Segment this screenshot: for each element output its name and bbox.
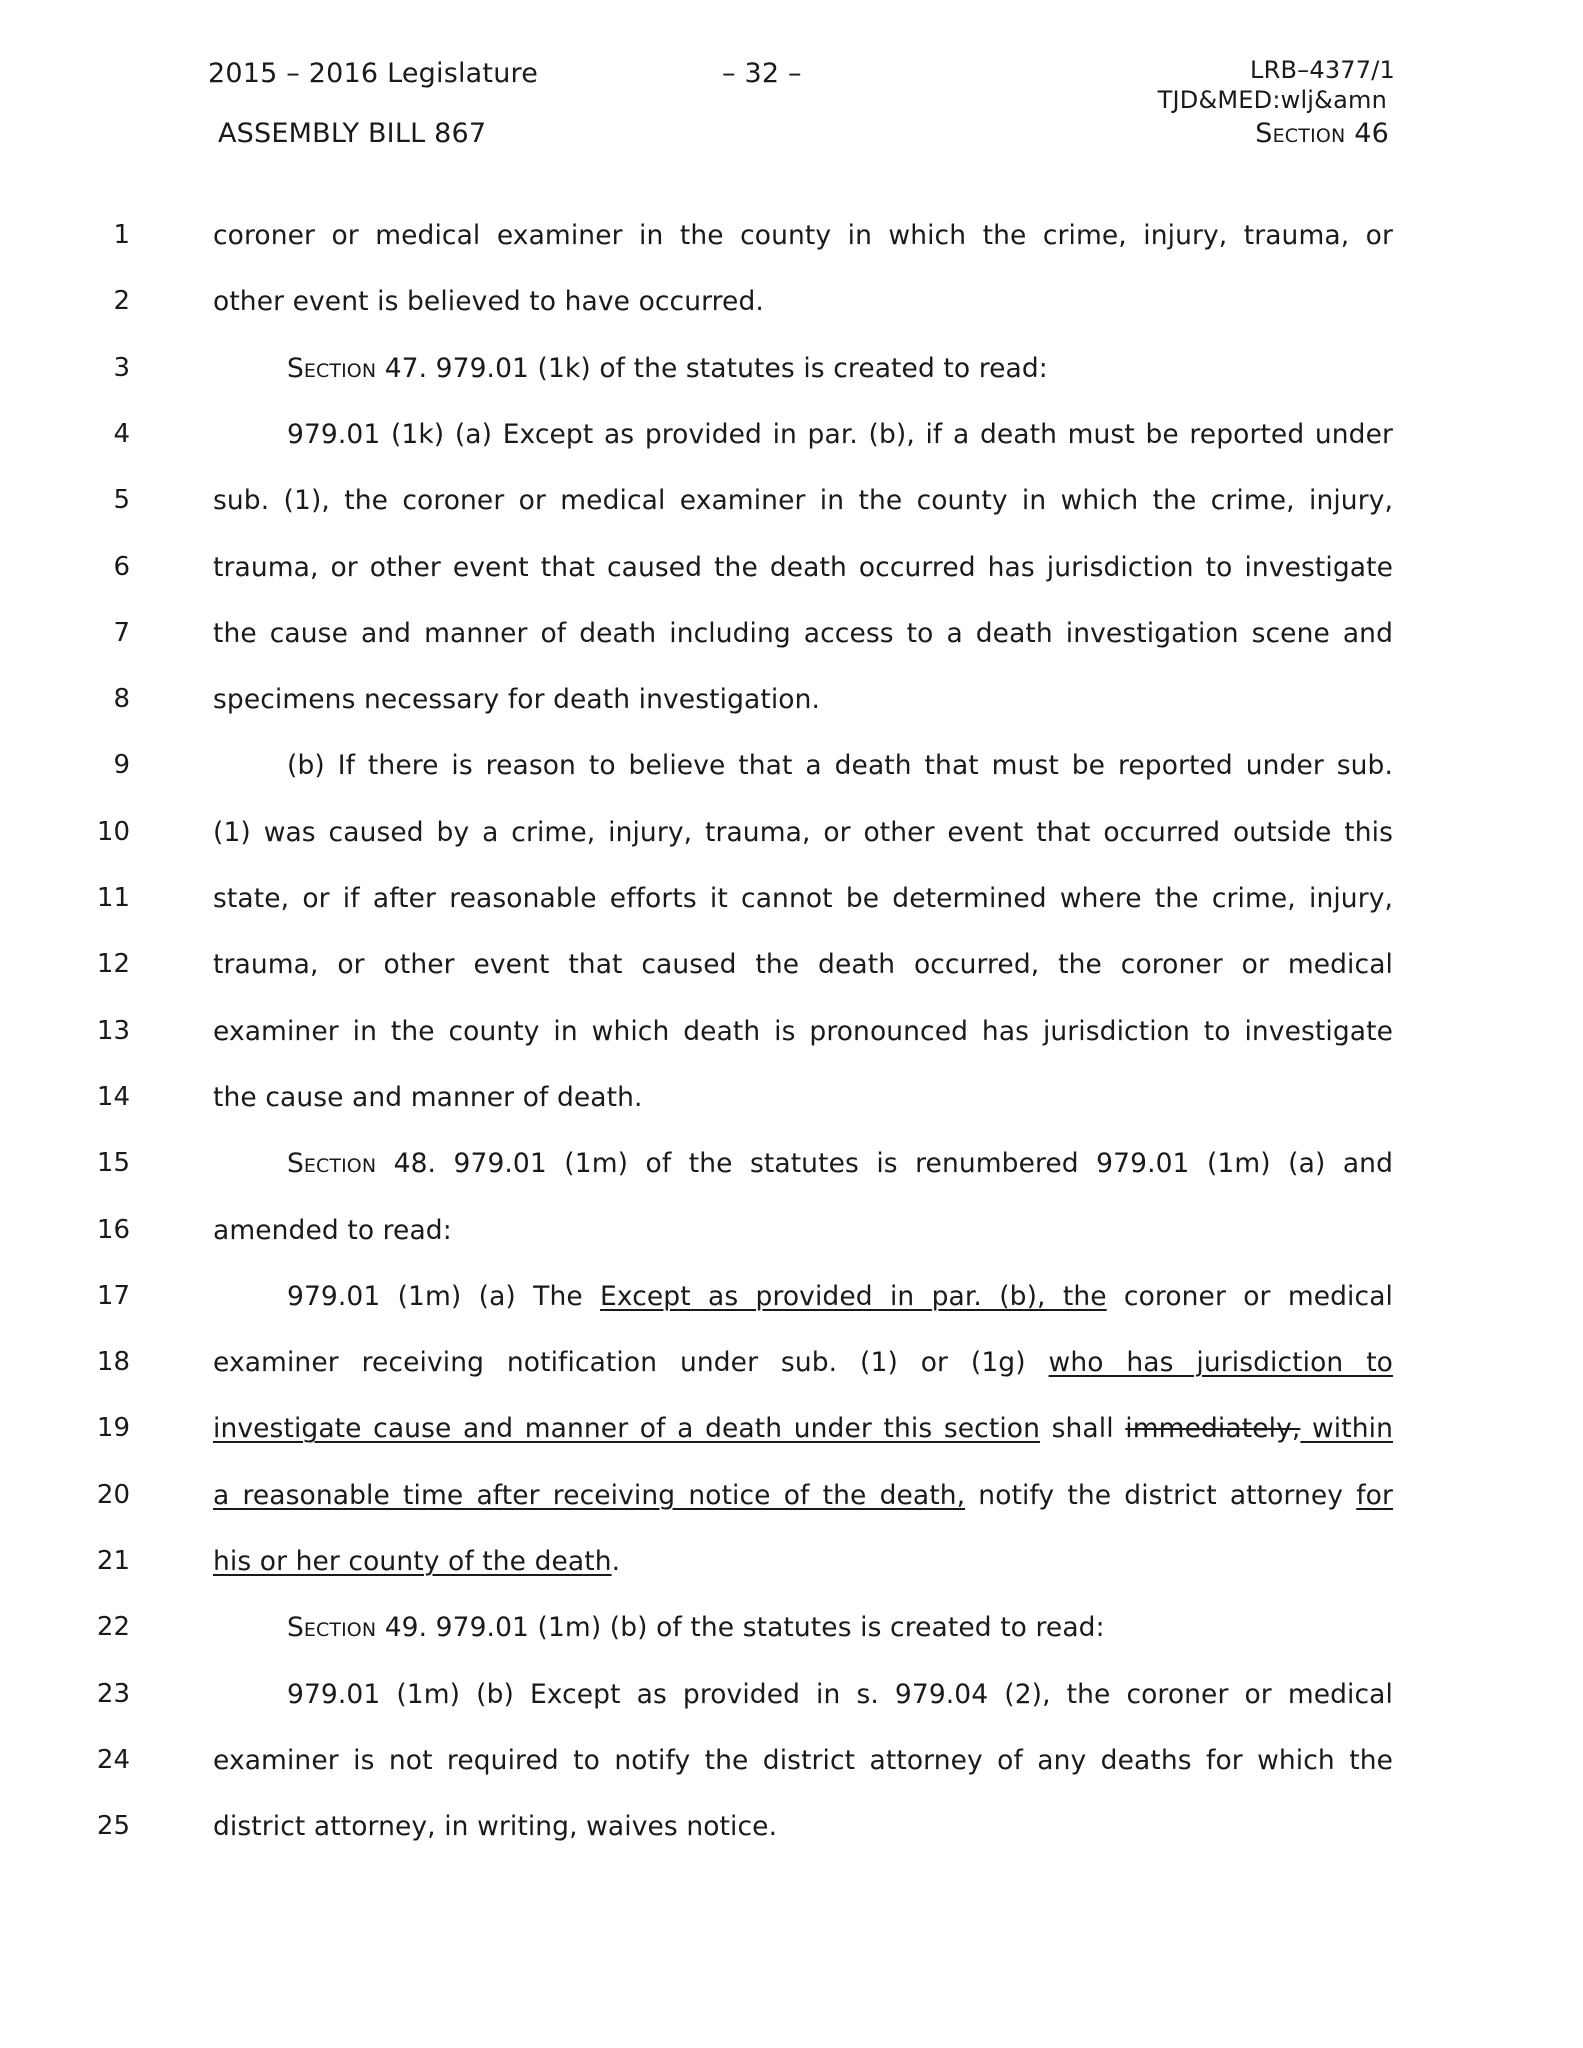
line-number: 13	[96, 1015, 130, 1046]
line-number: 21	[96, 1546, 130, 1576]
text-run: 979.01 (1m) of the statutes is renumbered 979.01 (1m) (a) and	[436, 1148, 1393, 1180]
line-number: 1	[113, 220, 130, 250]
text-run: specimens necessary for death investigation.	[213, 684, 821, 716]
text-line	[213, 1016, 1393, 1047]
text-run: state, or if after reasonable efforts it cannot be determined where the crime, injury,	[213, 883, 1393, 914]
text-line	[213, 883, 1393, 914]
text-line	[213, 1546, 1393, 1577]
text-run: 979.01 (1m) (b) Except as provided in s. 979.04 (2), the coroner or medical	[287, 1678, 1393, 1710]
line-number: 17	[96, 1280, 130, 1311]
text-run: district attorney, in writing, waives notice.	[213, 1811, 778, 1843]
text-line	[213, 618, 1393, 649]
text-run: 979.01 (1k) (a) Except as provided in par. (b), if a death must be reported under	[287, 418, 1393, 450]
line-number: 14	[96, 1081, 130, 1112]
deleted-text: immediately,	[1125, 1413, 1301, 1445]
text-line	[213, 286, 1393, 317]
line-number: 24	[96, 1744, 130, 1775]
line-number: 25	[96, 1811, 130, 1842]
text-line	[213, 1215, 1393, 1246]
text-run: 979.01 (1m) (a) The	[287, 1280, 601, 1312]
section-heading: Section 47.	[287, 352, 428, 384]
line-number: 19	[96, 1413, 130, 1444]
line-number: 11	[96, 883, 130, 913]
drafter-initials: TJD&MED:wlj&amn	[1157, 86, 1387, 114]
text-run: (1) was caused by a crime, injury, trauma, or other event that occurred outside this	[213, 816, 1393, 848]
line-number: 2	[113, 286, 130, 317]
text-run: 979.01 (1k) of the statutes is created to read:	[427, 352, 1048, 384]
text-line	[213, 949, 1393, 980]
text-line	[213, 1413, 1393, 1444]
text-run: coroner or medical examiner in the county in which the crime, injury, trauma, or	[213, 220, 1393, 251]
inserted-text: for	[1356, 1479, 1393, 1511]
text-run: shall	[1040, 1413, 1126, 1445]
text-line	[213, 1811, 1393, 1842]
text-line	[213, 485, 1393, 516]
text-run: trauma, or other event that caused the death occurred has jurisdiction to investigate	[213, 551, 1393, 583]
text-line	[287, 1281, 1393, 1312]
inserted-text: who has jurisdiction to	[1048, 1347, 1393, 1379]
text-line	[287, 419, 1393, 450]
inserted-text: investigate cause and manner of a death under this section	[213, 1413, 1040, 1445]
text-line	[287, 750, 1393, 781]
text-line	[287, 1679, 1393, 1710]
text-line	[287, 1612, 1393, 1643]
text-line	[213, 552, 1393, 583]
text-run: .	[611, 1546, 621, 1577]
inserted-text: his or her county of the death	[213, 1546, 612, 1577]
line-number: 4	[113, 418, 130, 449]
legislature-label: 2015 – 2016 Legislature	[208, 58, 539, 89]
text-line	[213, 1347, 1393, 1378]
text-run: sub. (1), the coroner or medical examiner in the county in which the crime, injury,	[213, 485, 1393, 517]
text-line	[213, 817, 1393, 848]
line-number: 15	[96, 1148, 130, 1179]
text-run: the cause and manner of death including access to a death investigation scene and	[213, 617, 1393, 649]
text-line	[287, 1148, 1393, 1179]
text-line	[287, 353, 1393, 384]
text-run: other event is believed to have occurred.	[213, 286, 764, 318]
text-run: examiner in the county in which death is pronounced has jurisdiction to investigate	[213, 1015, 1393, 1047]
inserted-text: within	[1300, 1413, 1393, 1445]
line-number: 23	[96, 1678, 130, 1709]
text-run: the cause and manner of death.	[213, 1081, 643, 1113]
text-run: examiner is not required to notify the district attorney of any deaths for which the	[213, 1744, 1393, 1776]
text-run: notify the district attorney	[965, 1479, 1357, 1511]
inserted-text: Except as provided in par. (b), the	[600, 1280, 1107, 1312]
text-run: (b) If there is reason to believe that a death that must be reported under sub.	[287, 750, 1393, 782]
line-number: 18	[96, 1347, 130, 1378]
bill-title: ASSEMBLY BILL 867	[218, 118, 487, 149]
line-number: 9	[113, 750, 130, 781]
text-line	[213, 1480, 1393, 1511]
section-label: Section 46	[1255, 118, 1389, 149]
text-line	[213, 1082, 1393, 1113]
page-number: – 32 –	[722, 58, 802, 89]
text-line	[213, 1745, 1393, 1776]
text-run: coroner or medical	[1106, 1280, 1393, 1312]
text-run: amended to read:	[213, 1214, 452, 1246]
line-number: 16	[96, 1214, 130, 1245]
section-heading: Section 49.	[287, 1612, 428, 1644]
line-number: 6	[113, 551, 130, 582]
line-number: 12	[96, 949, 130, 980]
line-number: 7	[113, 617, 130, 648]
inserted-text: a reasonable time after receiving notice of the death,	[213, 1479, 966, 1511]
line-number: 10	[96, 816, 130, 847]
text-line	[213, 684, 1393, 715]
line-number: 8	[113, 684, 130, 715]
line-number: 5	[113, 485, 130, 516]
section-heading: Section 48.	[287, 1148, 437, 1180]
line-number: 22	[96, 1612, 130, 1643]
lrb-number: LRB–4377/1	[1250, 56, 1395, 84]
line-number: 3	[113, 352, 130, 383]
text-line	[213, 220, 1393, 251]
line-number: 20	[96, 1479, 130, 1510]
text-run: examiner receiving notification under sub. (1) or (1g)	[213, 1347, 1049, 1379]
text-run: 979.01 (1m) (b) of the statutes is created to read:	[427, 1612, 1105, 1644]
text-run: trauma, or other event that caused the death occurred, the coroner or medical	[213, 949, 1393, 981]
